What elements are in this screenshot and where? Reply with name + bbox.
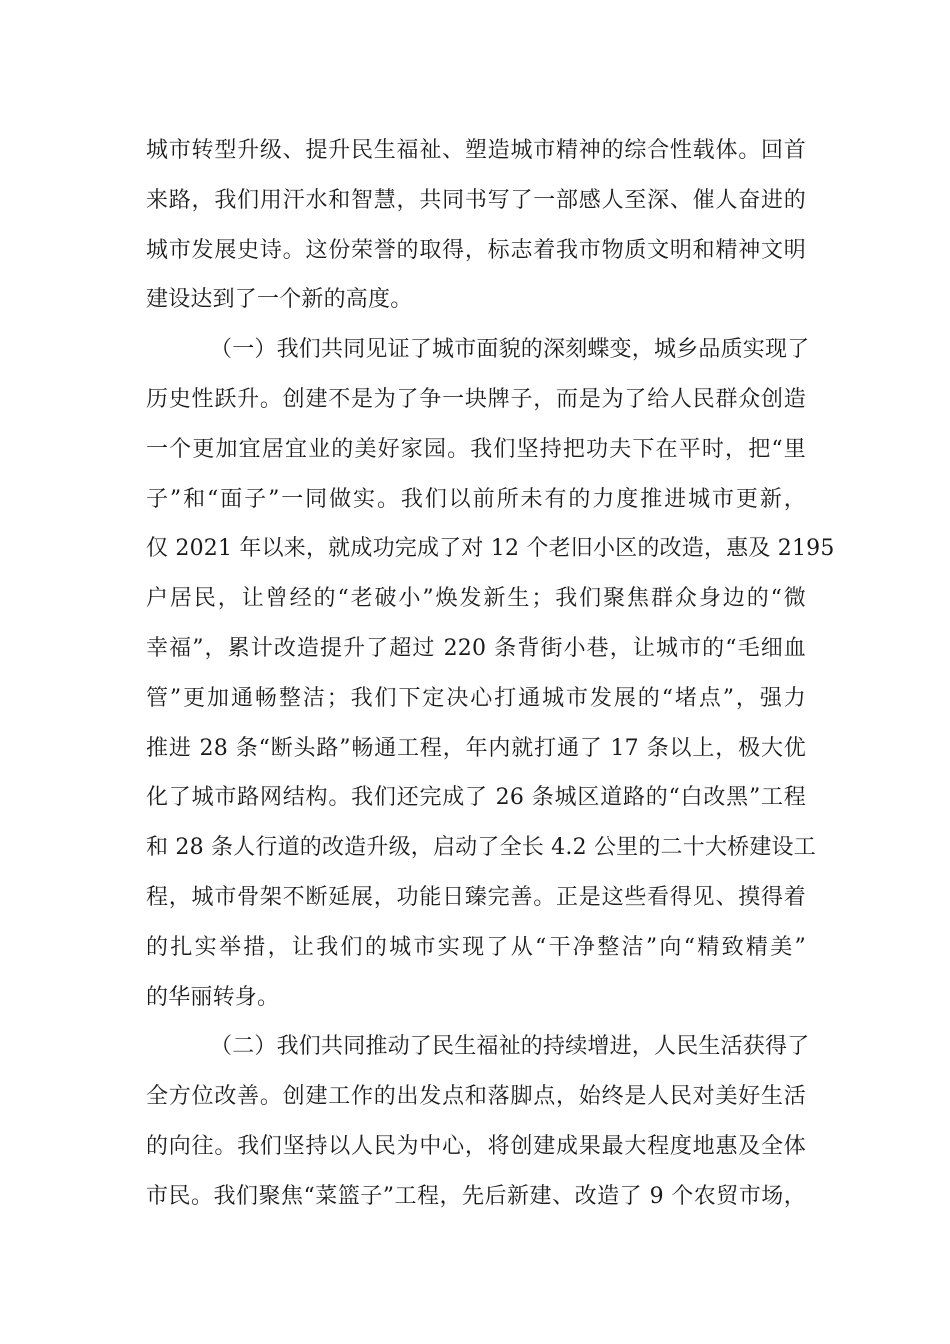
text-line: 城市转型升级、提升民生福祉、塑造城市精神的综合性载体。回首: [146, 138, 806, 163]
text-line: 市民。我们聚焦“菜篮子”工程，先后新建、改造了 9 个农贸市场，: [146, 1183, 806, 1209]
text-line: 来路，我们用汗水和智慧，共同书写了一部感人至深、催人奋进的: [146, 187, 806, 213]
paragraph-heading-line: （二）我们共同推动了民生福祉的持续增进，人民生活获得了: [210, 1034, 810, 1060]
document-body: [146, 126, 835, 1222]
text-line: 户居民，让曾经的“老破小”焕发新生；我们聚焦群众身边的“微: [146, 586, 806, 612]
text-line: 的扎实举措，让我们的城市实现了从“干净整洁”向“精致精美”: [146, 934, 806, 960]
text-line: 城市发展史诗。这份荣誉的取得，标志着我市物质文明和精神文明: [146, 237, 806, 263]
text-line: 化了城市路网结构。我们还完成了 26 条城区道路的“白改黑”工程: [146, 785, 806, 811]
text-line: 子”和“面子”一同做实。我们以前所未有的力度推进城市更新，: [146, 486, 806, 512]
text-line: 全方位改善。创建工作的出发点和落脚点，始终是人民对美好生活: [146, 1084, 806, 1110]
paragraph-heading-line: （一）我们共同见证了城市面貌的深刻蝶变，城乡品质实现了: [210, 337, 810, 363]
text-line: 推进 28 条“断头路”畅通工程，年内就打通了 17 条以上，极大优: [146, 735, 806, 761]
text-line: 一个更加宜居宜业的美好家园。我们坚持把功夫下在平时，把“里: [146, 436, 806, 462]
text-line: 管”更加通畅整洁；我们下定决心打通城市发展的“堵点”，强力: [146, 685, 806, 711]
text-line: 历史性跃升。创建不是为了争一块牌子，而是为了给人民群众创造: [146, 386, 806, 412]
text-line: 的向往。我们坚持以人民为中心，将创建成果最大程度地惠及全体: [146, 1133, 806, 1159]
text-line: 的华丽转身。: [146, 984, 280, 1010]
text-line: 建设达到了一个新的高度。: [146, 287, 413, 313]
text-line: 幸福”，累计改造提升了超过 220 条背街小巷，让城市的“毛细血: [146, 635, 806, 661]
text-line: 仅 2021 年以来，就成功完成了对 12 个老旧小区的改造，惠及 2195: [146, 536, 835, 562]
text-line: 程，城市骨架不断延展，功能日臻完善。正是这些看得见、摸得着: [146, 884, 806, 910]
text-line: 和 28 条人行道的改造升级，启动了全长 4.2 公里的二十大桥建设工: [146, 835, 816, 861]
